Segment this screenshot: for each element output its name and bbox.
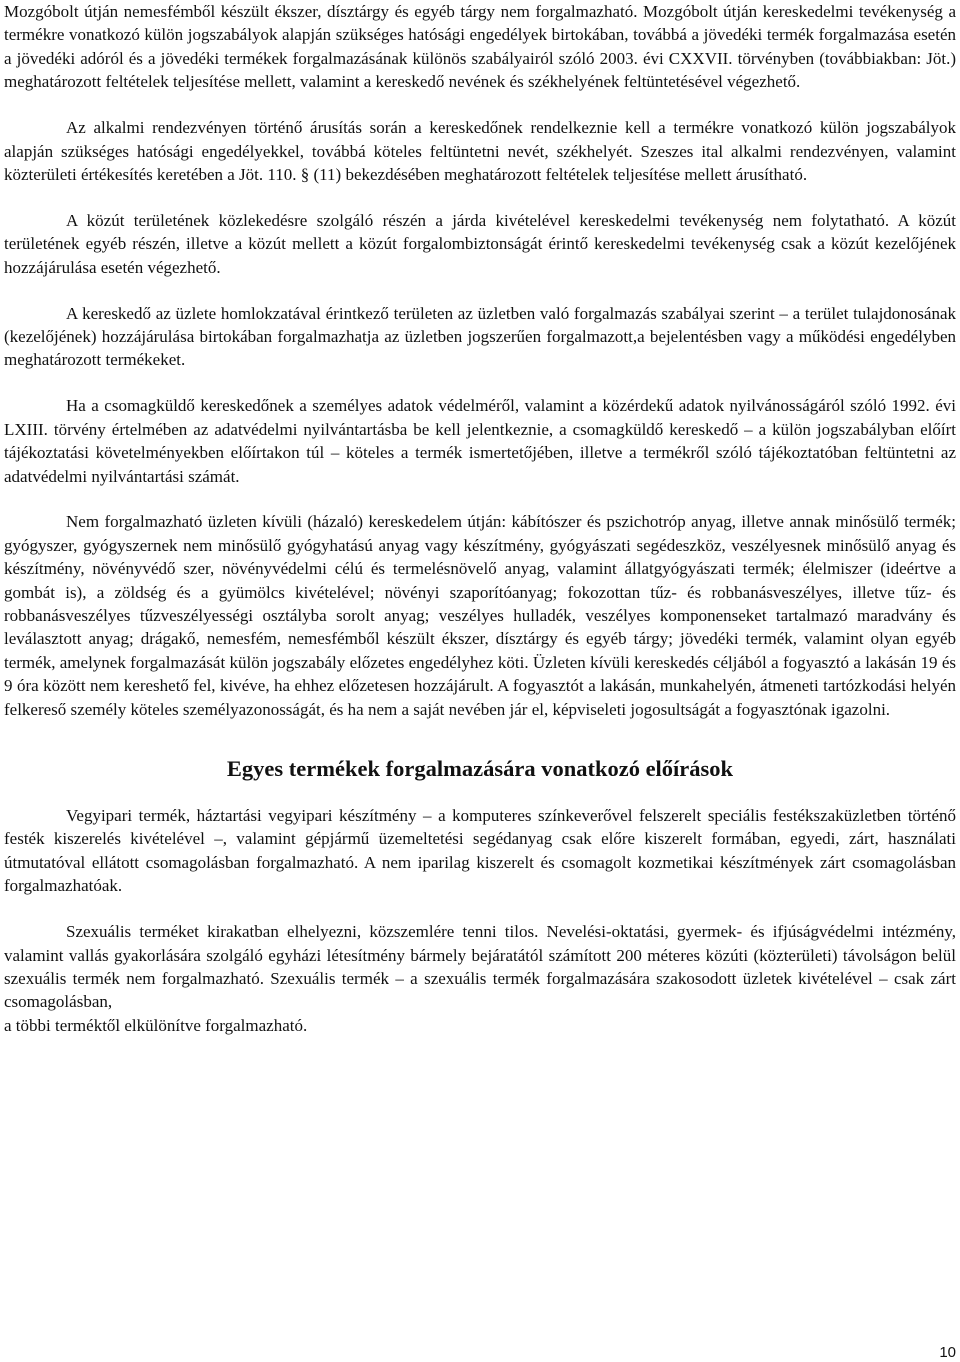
paragraph-shopfront-area: A kereskedő az üzlete homlokzatával érintkező területen az üzletben való forgalmazás szabályai szerint – a terület tulajdonosának (kezelőjének) hozzájárulása birtokában forgalmazhatja az üzletben jogszerűen forgalmazott,a bejelentésben vagy a működési engedélyben meghatározott termékeket.: [4, 303, 956, 370]
paragraph-mobile-shop: Mozgóbolt útján nemesfémből készült ékszer, dísztárgy és egyéb tárgy nem forgalmazható. Mozgóbolt útján kereskedelmi tevékenység a termékre vonatkozó külön jogszabályok alapján szükséges hatósági engedélyek birtokában, továbbá a jövedéki termék forgalmazása esetén a jövedéki adóról és a jövedéki termékek forgalmazásának különös szabályairól szóló 2003. évi CXXVII. törvényben (továbbiakban: Jöt.) meghatározott feltételek teljesítése mellett, valamint a kereskedő nevének és székhelyének feltüntetésével végezhető.: [4, 2, 956, 92]
paragraph-sexual-products: Szexuális terméket kirakatban elhelyezni, közszemlére tenni tilos. Nevelési-oktatási, gyermek- és ifjúságvédelmi intézmény, valamint vallás gyakorlására szolgáló egyházi létesítmény bármely bejáratától számított 200 méteres közúti (közterületi) távolságon belül szexuális termék nem forgalmazható. Szexuális termék – a szexuális termék forgalmazására szakosodott üzletek kivételével – csak zárt csomagolásban,: [4, 922, 956, 1012]
section-heading: Egyes termékek forgalmazására vonatkozó előírások: [226, 756, 734, 782]
paragraph-public-road: A közút területének közlekedésre szolgáló részén a járda kivételével kereskedelmi tevékenység nem folytatható. A közút területének egyéb részén, illetve a közút mellett a közút forgalombiztonságát érintő kereskedelmi tevékenység csak a közút kezelőjének hozzájárulása esetén végezhető.: [4, 210, 956, 277]
paragraph-occasional-events: Az alkalmi rendezvényen történő árusítás során a kereskedőnek rendelkeznie kell a termékre vonatkozó külön jogszabályok alapján szükséges hatósági engedélyekkel, továbbá köteles feltüntetni nevét, székhelyét. Szeszes ital alkalmi rendezvényen, valamint közterületi értékesítés keretében a Jöt. 110. § (11) bekezdésében meghatározott feltételek teljesítése mellett árusítható.: [4, 118, 956, 184]
paragraph-mail-order: Ha a csomagküldő kereskedőnek a személyes adatok védelméről, valamint a közérdekű adatok nyilvánosságáról szóló 1992. évi LXIII. törvény értelmében az adatvédelmi nyilvántartásba be kell jelentkeznie, a csomagküldő kereskedő – a külön jogszabályban előírt tájékoztatási követelményekben előírtakon túl – köteles a termék ismertetőjében, illetve a termékről szóló tájékoztatóban feltüntetni az adatvédelmi nyilvántartási számát.: [4, 396, 956, 486]
document-page: [4, 0, 956, 1037]
paragraph-sexual-products-continuation: a többi terméktől elkülönítve forgalmazható.: [4, 1015, 308, 1035]
paragraph-door-to-door: Nem forgalmazható üzleten kívüli (házaló) kereskedelem útján: kábítószer és pszichotróp anyag, illetve annak minősülő termék; gyógyszer, gyógyszernek nem minősülő gyógyhatású anyag vagy készítmény, gyógyászati segédeszköz, veszélyesnek minősülő anyag és készítmény, növényvédő szer, növényvédelmi célú és termelésnövelő anyag, valamint állatgyógyászati termék; élelmiszer (ideértve a gombát is), a zöldség és a gyümölcs kivételével; növényi szaporítóanyag; fokozottan tűz- és robbanásveszélyes, illetve tűz- és robbanásveszélyes tűzveszélyességi osztályba sorolt anyag; veszélyes hulladék, veszélyes komponenseket tartalmazó maradvány és leválasztott anyag; drágakő, nemesfém, nemesfémből készült ékszer, dísztárgy és egyéb tárgy; jövedéki termék, valamint olyan egyéb termék, amelynek forgalmazását külön jogszabály előzetes engedélyhez köti. Üzleten kívüli kereskedés céljából a fogyasztó a lakásán 19 és 9 óra között nem kereshető fel, kivéve, ha ehhez előzetesen hozzájárult. A fogyasztót a lakásán, munkahelyén, átmeneti tartózkodási helyén felkereső személy köteles személyazonosságát, és ha nem a saját nevében jár el, képviseleti jogosultságát a fogyasztónak igazolni.: [4, 512, 956, 719]
paragraph-chemical-products: Vegyipari termék, háztartási vegyipari készítmény – a komputeres színkeverővel felszerelt speciális festékszaküzletben történő festék kiszerelés kivételével –, valamint gépjármű üzemeltetési segédanyag csak előre kiszerelt formában, egyedi, zárt, használati útmutatóval ellátott csomagolásban forgalmazható. A nem iparilag kiszerelt és csomagolt kozmetikai készítmények zárt csomagolásban forgalmazhatóak.: [4, 806, 956, 896]
page-number: 10: [939, 1344, 956, 1361]
